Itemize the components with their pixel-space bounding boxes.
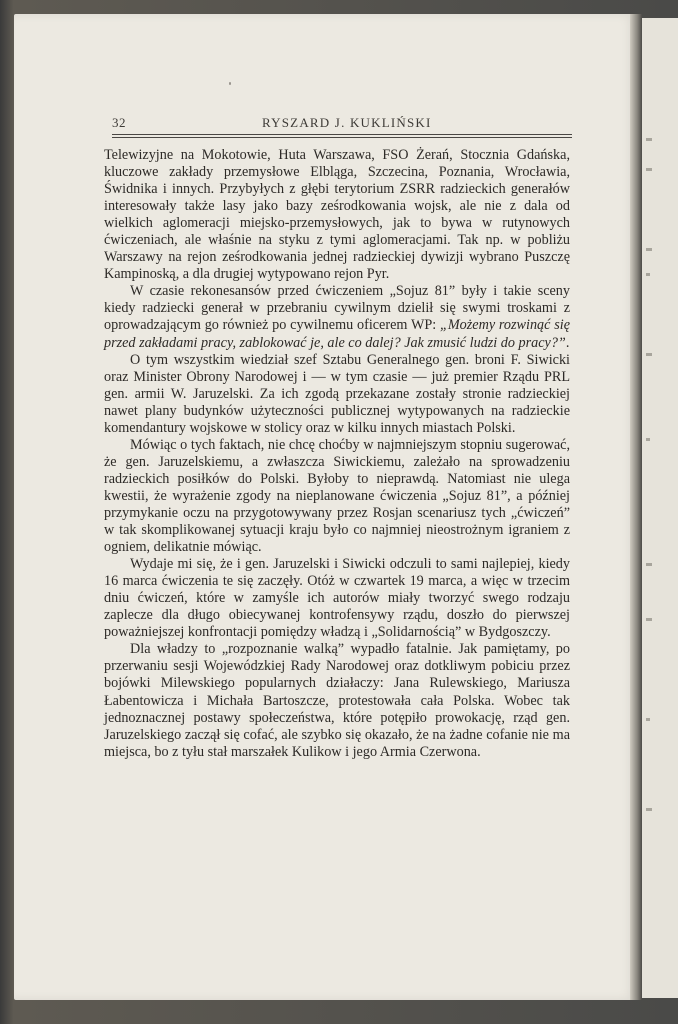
- header-rule-bottom: [112, 137, 572, 138]
- paragraph-3: O tym wszystkim wiedział szef Sztabu Generalnego gen. broni F. Siwicki oraz Minister Obrony Narodowej i — w tym czasie — już premier Rządu PRL gen. armii W. Jaruzelski. Za ich zgodą przekazane zostały stronie radzieckiej nawet plany budynków użyteczności publicznej wytypowanych na radzieckie komendantury wojskowe w stolicy oraz w kilku innych miastach Polski.: [104, 351, 570, 436]
- paragraph-6: Dla władzy to „rozpoznanie walką” wypadło fatalnie. Jak pamiętamy, po przerwaniu sesji Wojewódzkiej Rady Narodowej oraz dotkliwym pobiciu przez bojówki Milewskiego popularnych działaczy: Jana Rulewskiego, Mariusza Łabentowicza i Michała Bartoszcze, protestowała cała Polska. Wobec tak jednoznacznej postawy społeczeństwa, które potępiło prowokację, rząd gen. Jaruzelskiego zaczął się cofać, ale szybko się okazało, że na żadne cofanie nie ma miejsca, bo z tyłu stał marszałek Kulikow i jego Armia Czerwona.: [104, 641, 570, 760]
- adjacent-page-edge: [642, 18, 678, 998]
- header-rule-top: [112, 134, 572, 135]
- paragraph-2: W czasie rekonesansów przed ćwiczeniem „Sojuz 81” były i takie sceny kiedy radziecki generał w przebraniu cywilnym dzielił się swymi troskami z oprowadzającym go również po cywilnemu oficerem WP: „Możemy rozwinąć się przed zakładami pracy, zablokować je, ale co dalej? Jak zmusić ludzi do pracy?”.: [104, 283, 570, 351]
- running-title: RYSZARD J. KUKLIŃSKI: [262, 115, 432, 130]
- page-number: 32: [112, 115, 126, 130]
- running-header: [112, 112, 572, 136]
- quotation-italic: „Możemy rozwinąć się przed zakładami pracy, zablokować je, ale co dalej? Jak zmusić ludzi do pracy?”: [104, 317, 570, 351]
- body-text: [104, 147, 570, 761]
- paragraph-4: Mówiąc o tych faktach, nie chcę choćby w najmniejszym stopniu sugerować, że gen. Jaruzelskiemu, a zwłaszcza Siwickiemu, zależało na sprowadzeniu radzieckich posiłków do Polski. Byłoby to nieprawdą. Natomiast nie ulega kwestii, że wyrażenie zgody na nieplanowane ćwiczenia „Sojuz 81”, a później przymykanie oczu na przygotowywany przez Rosjan scenariusz tych „ćwiczeń” w tak skomplikowanej sytuacji kraju było co najmniej nieostrożnym igraniem z ogniem, delikatnie mówiąc.: [104, 436, 570, 556]
- paragraph-1: Telewizyjne na Mokotowie, Huta Warszawa, FSO Żerań, Stocznia Gdańska, kluczowe zakłady przemysłowe Elbląga, Szczecina, Poznania, Wrocławia, Świdnika i innych. Przybyłych z głębi terytorium ZSRR radzieckich generałów interesowały także lasy jako bazy ześrodkowania wojsk, ale nie z dala od wielkich aglomeracji miejsko-przemysłowych, jak to bywa w rutynowych ćwiczeniach, ale właśnie na styku z tymi aglomeracjami. Tak np. w pobliżu Warszawy na rejon ześrodkowania jednej radzieckiej dywizji wybrano Puszczę Kampinoską, a dla drugiej wytypowano rejon Pyr.: [104, 147, 570, 283]
- paragraph-5: Wydaje mi się, że i gen. Jaruzelski i Siwicki odczuli to sami najlepiej, kiedy 16 marca ćwiczenia te się zaczęły. Otóż w czwartek 19 marca, a więc w trzecim dniu ćwiczeń, które w zamyśle ich autorów miały tworzyć swego rodzaju zaplecze dla długo obiecywanej kontrofensywy rządu, doszło do pierwszej poważniejszej konfrontacji pomiędzy władzą i „Solidarnością” w Bydgoszczy.: [104, 556, 570, 641]
- book-gutter: [630, 14, 642, 1000]
- scan-speck: [229, 82, 231, 85]
